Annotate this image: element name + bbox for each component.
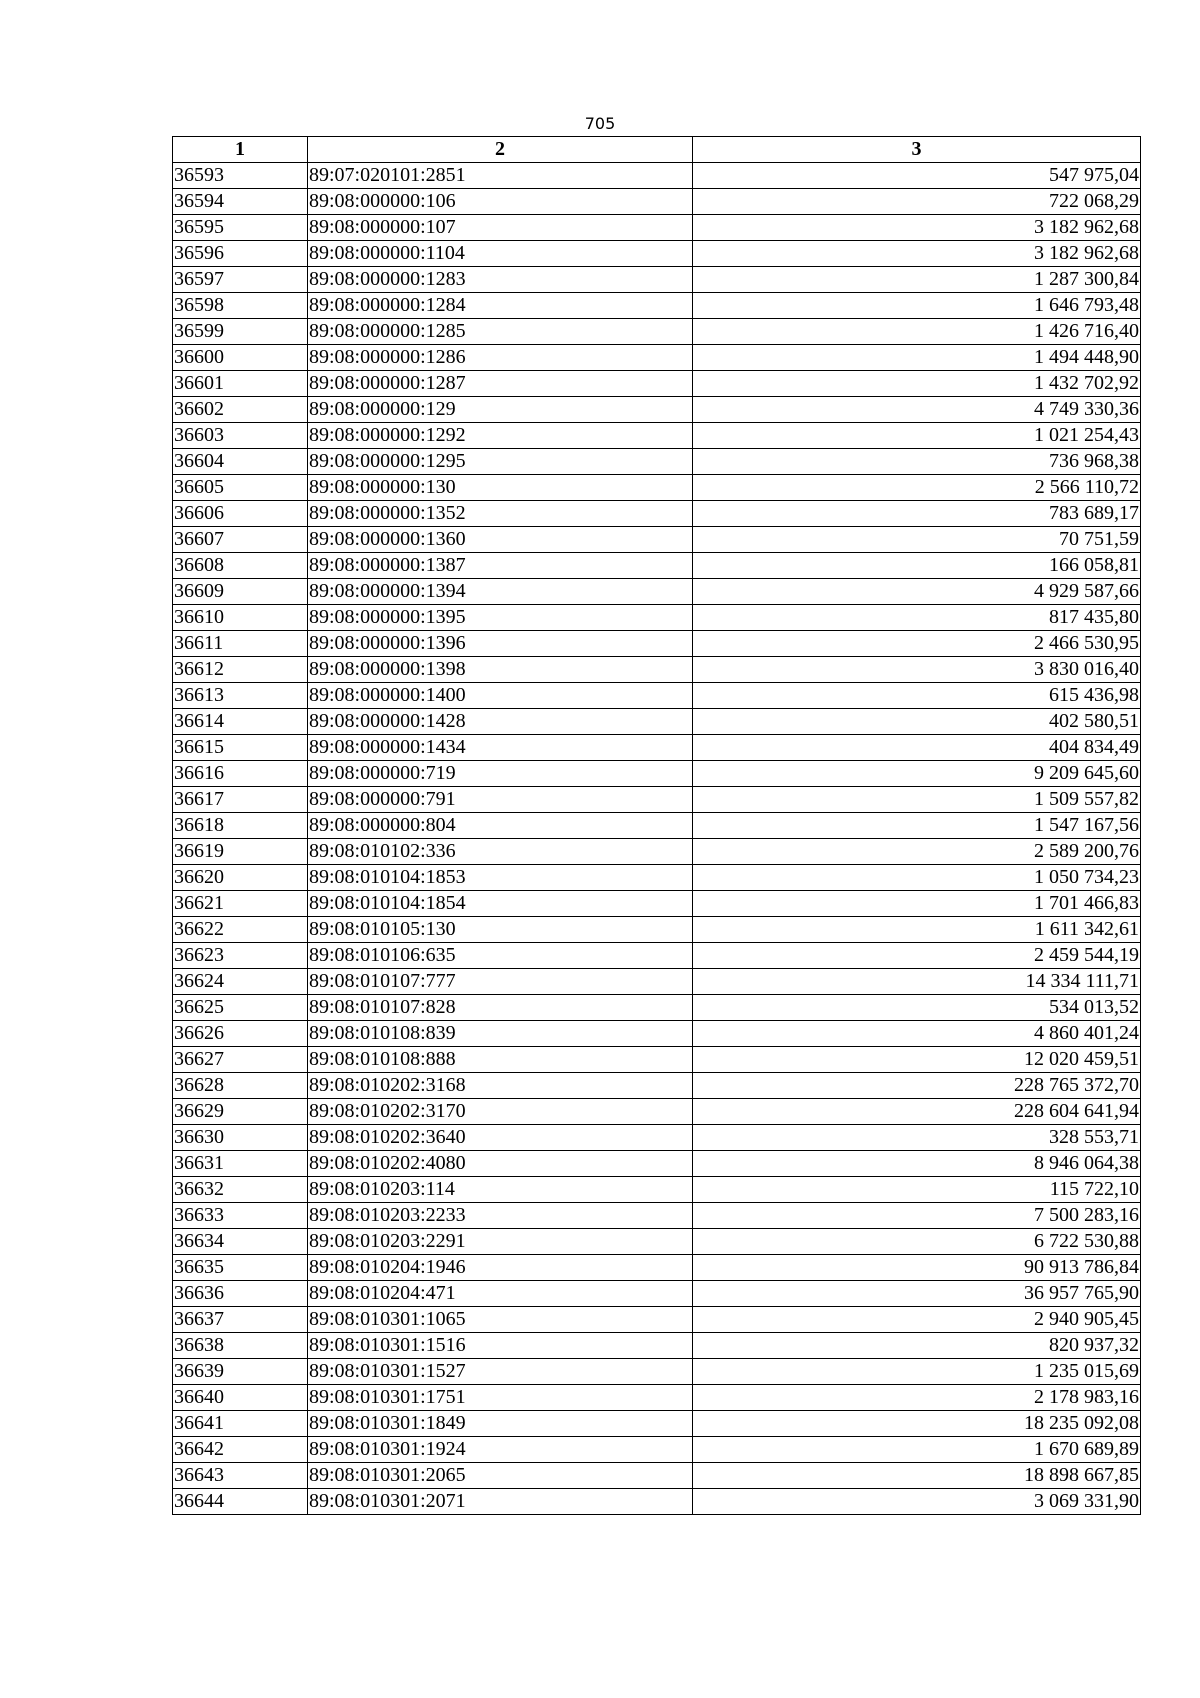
cadastral-number-cell: 89:08:000000:1286 — [308, 345, 693, 371]
value-cell: 7 500 283,16 — [693, 1203, 1141, 1229]
table-row — [173, 371, 1141, 397]
value-cell: 547 975,04 — [693, 163, 1141, 189]
row-number-cell: 36642 — [173, 1437, 308, 1463]
row-number-cell: 36601 — [173, 371, 308, 397]
table-row — [173, 761, 1141, 787]
cadastral-number-cell: 89:08:000000:1360 — [308, 527, 693, 553]
row-number-cell: 36633 — [173, 1203, 308, 1229]
table-row — [173, 917, 1141, 943]
table-row — [173, 1203, 1141, 1229]
cadastral-number-cell: 89:08:010104:1854 — [308, 891, 693, 917]
value-cell: 166 058,81 — [693, 553, 1141, 579]
table-row — [173, 1021, 1141, 1047]
value-cell: 402 580,51 — [693, 709, 1141, 735]
value-cell: 3 182 962,68 — [693, 241, 1141, 267]
value-cell: 12 020 459,51 — [693, 1047, 1141, 1073]
cadastral-number-cell: 89:08:010301:2071 — [308, 1489, 693, 1515]
row-number-cell: 36598 — [173, 293, 308, 319]
table-row — [173, 865, 1141, 891]
table-row — [173, 1151, 1141, 1177]
table-row — [173, 423, 1141, 449]
row-number-cell: 36594 — [173, 189, 308, 215]
cadastral-number-cell: 89:08:000000:1292 — [308, 423, 693, 449]
row-number-cell: 36632 — [173, 1177, 308, 1203]
value-cell: 1 494 448,90 — [693, 345, 1141, 371]
value-cell: 90 913 786,84 — [693, 1255, 1141, 1281]
table-row — [173, 449, 1141, 475]
table-row — [173, 475, 1141, 501]
cadastral-number-cell: 89:08:010301:1924 — [308, 1437, 693, 1463]
value-cell: 328 553,71 — [693, 1125, 1141, 1151]
value-cell: 6 722 530,88 — [693, 1229, 1141, 1255]
cadastral-number-cell: 89:08:000000:107 — [308, 215, 693, 241]
table-row — [173, 1281, 1141, 1307]
cadastral-number-cell: 89:08:010106:635 — [308, 943, 693, 969]
row-number-cell: 36603 — [173, 423, 308, 449]
table-row — [173, 839, 1141, 865]
table-row — [173, 1385, 1141, 1411]
table-row — [173, 1437, 1141, 1463]
row-number-cell: 36611 — [173, 631, 308, 657]
value-cell: 18 898 667,85 — [693, 1463, 1141, 1489]
row-number-cell: 36639 — [173, 1359, 308, 1385]
column-header-3: 3 — [693, 137, 1141, 163]
cadastral-number-cell: 89:08:010104:1853 — [308, 865, 693, 891]
cadastral-number-cell: 89:08:010105:130 — [308, 917, 693, 943]
cadastral-number-cell: 89:08:000000:1283 — [308, 267, 693, 293]
table-row — [173, 1489, 1141, 1515]
cadastral-number-cell: 89:08:010204:1946 — [308, 1255, 693, 1281]
cadastral-number-cell: 89:08:000000:106 — [308, 189, 693, 215]
table-row — [173, 293, 1141, 319]
table-row — [173, 527, 1141, 553]
value-cell: 3 182 962,68 — [693, 215, 1141, 241]
cadastral-number-cell: 89:08:000000:1394 — [308, 579, 693, 605]
row-number-cell: 36612 — [173, 657, 308, 683]
cadastral-number-cell: 89:08:010202:3640 — [308, 1125, 693, 1151]
table-row — [173, 631, 1141, 657]
cadastral-number-cell: 89:08:010204:471 — [308, 1281, 693, 1307]
table-row — [173, 215, 1141, 241]
value-cell: 1 701 466,83 — [693, 891, 1141, 917]
value-cell: 3 830 016,40 — [693, 657, 1141, 683]
table-row — [173, 709, 1141, 735]
row-number-cell: 36600 — [173, 345, 308, 371]
table-row — [173, 1047, 1141, 1073]
row-number-cell: 36596 — [173, 241, 308, 267]
cadastral-number-cell: 89:08:010108:839 — [308, 1021, 693, 1047]
cadastral-number-cell: 89:08:010108:888 — [308, 1047, 693, 1073]
cadastral-number-cell: 89:08:010203:2291 — [308, 1229, 693, 1255]
row-number-cell: 36599 — [173, 319, 308, 345]
value-cell: 1 670 689,89 — [693, 1437, 1141, 1463]
cadastral-number-cell: 89:08:000000:130 — [308, 475, 693, 501]
row-number-cell: 36610 — [173, 605, 308, 631]
row-number-cell: 36621 — [173, 891, 308, 917]
table-row — [173, 1307, 1141, 1333]
table-row — [173, 1073, 1141, 1099]
cadastral-number-cell: 89:08:010107:777 — [308, 969, 693, 995]
table-row — [173, 1177, 1141, 1203]
value-cell: 1 646 793,48 — [693, 293, 1141, 319]
table-row — [173, 189, 1141, 215]
cadastral-number-cell: 89:08:000000:129 — [308, 397, 693, 423]
row-number-cell: 36608 — [173, 553, 308, 579]
row-number-cell: 36597 — [173, 267, 308, 293]
row-number-cell: 36614 — [173, 709, 308, 735]
table-row — [173, 1255, 1141, 1281]
value-cell: 1 287 300,84 — [693, 267, 1141, 293]
cadastral-number-cell: 89:08:000000:1396 — [308, 631, 693, 657]
row-number-cell: 36644 — [173, 1489, 308, 1515]
value-cell: 1 547 167,56 — [693, 813, 1141, 839]
cadastral-number-cell: 89:08:000000:1295 — [308, 449, 693, 475]
value-cell: 404 834,49 — [693, 735, 1141, 761]
row-number-cell: 36595 — [173, 215, 308, 241]
row-number-cell: 36604 — [173, 449, 308, 475]
row-number-cell: 36634 — [173, 1229, 308, 1255]
table-row — [173, 163, 1141, 189]
table-row — [173, 813, 1141, 839]
cadastral-number-cell: 89:08:000000:1428 — [308, 709, 693, 735]
row-number-cell: 36641 — [173, 1411, 308, 1437]
table-row — [173, 267, 1141, 293]
cadastral-number-cell: 89:08:010301:1516 — [308, 1333, 693, 1359]
cadastral-number-cell: 89:08:000000:804 — [308, 813, 693, 839]
cadastral-number-cell: 89:08:000000:791 — [308, 787, 693, 813]
table-row — [173, 1125, 1141, 1151]
cadastral-number-cell: 89:08:010301:1849 — [308, 1411, 693, 1437]
value-cell: 18 235 092,08 — [693, 1411, 1141, 1437]
cadastral-number-cell: 89:08:010301:2065 — [308, 1463, 693, 1489]
table-row — [173, 501, 1141, 527]
cadastral-number-cell: 89:08:010202:3168 — [308, 1073, 693, 1099]
value-cell: 1 611 342,61 — [693, 917, 1141, 943]
cadastral-number-cell: 89:08:010202:4080 — [308, 1151, 693, 1177]
value-cell: 9 209 645,60 — [693, 761, 1141, 787]
value-cell: 3 069 331,90 — [693, 1489, 1141, 1515]
cadastral-number-cell: 89:08:010107:828 — [308, 995, 693, 1021]
value-cell: 722 068,29 — [693, 189, 1141, 215]
cadastral-number-cell: 89:08:000000:1104 — [308, 241, 693, 267]
cadastral-number-cell: 89:08:000000:1285 — [308, 319, 693, 345]
data-table — [172, 136, 1141, 1515]
table-row — [173, 241, 1141, 267]
value-cell: 228 604 641,94 — [693, 1099, 1141, 1125]
value-cell: 817 435,80 — [693, 605, 1141, 631]
table-row — [173, 319, 1141, 345]
cadastral-number-cell: 89:08:010102:336 — [308, 839, 693, 865]
table-row — [173, 891, 1141, 917]
row-number-cell: 36637 — [173, 1307, 308, 1333]
table-row — [173, 1359, 1141, 1385]
column-header-2: 2 — [308, 137, 693, 163]
page-number: 705 — [584, 114, 616, 133]
row-number-cell: 36619 — [173, 839, 308, 865]
row-number-cell: 36635 — [173, 1255, 308, 1281]
table-row — [173, 683, 1141, 709]
row-number-cell: 36630 — [173, 1125, 308, 1151]
value-cell: 1 426 716,40 — [693, 319, 1141, 345]
value-cell: 1 021 254,43 — [693, 423, 1141, 449]
table-row — [173, 605, 1141, 631]
table-row — [173, 1411, 1141, 1437]
value-cell: 783 689,17 — [693, 501, 1141, 527]
row-number-cell: 36625 — [173, 995, 308, 1021]
table-row — [173, 995, 1141, 1021]
row-number-cell: 36624 — [173, 969, 308, 995]
value-cell: 2 459 544,19 — [693, 943, 1141, 969]
cadastral-number-cell: 89:08:010301:1065 — [308, 1307, 693, 1333]
table-row — [173, 735, 1141, 761]
value-cell: 115 722,10 — [693, 1177, 1141, 1203]
value-cell: 14 334 111,71 — [693, 969, 1141, 995]
row-number-cell: 36607 — [173, 527, 308, 553]
row-number-cell: 36606 — [173, 501, 308, 527]
row-number-cell: 36617 — [173, 787, 308, 813]
value-cell: 8 946 064,38 — [693, 1151, 1141, 1177]
cadastral-number-cell: 89:08:010202:3170 — [308, 1099, 693, 1125]
row-number-cell: 36623 — [173, 943, 308, 969]
value-cell: 4 929 587,66 — [693, 579, 1141, 605]
row-number-cell: 36613 — [173, 683, 308, 709]
value-cell: 2 566 110,72 — [693, 475, 1141, 501]
cadastral-number-cell: 89:08:000000:1434 — [308, 735, 693, 761]
row-number-cell: 36605 — [173, 475, 308, 501]
value-cell: 228 765 372,70 — [693, 1073, 1141, 1099]
row-number-cell: 36627 — [173, 1047, 308, 1073]
value-cell: 1 509 557,82 — [693, 787, 1141, 813]
table-row — [173, 1099, 1141, 1125]
row-number-cell: 36626 — [173, 1021, 308, 1047]
value-cell: 2 178 983,16 — [693, 1385, 1141, 1411]
row-number-cell: 36628 — [173, 1073, 308, 1099]
cadastral-number-cell: 89:08:000000:1287 — [308, 371, 693, 397]
table-header-row — [173, 137, 1141, 163]
table-row — [173, 969, 1141, 995]
value-cell: 534 013,52 — [693, 995, 1141, 1021]
row-number-cell: 36638 — [173, 1333, 308, 1359]
table-row — [173, 397, 1141, 423]
value-cell: 36 957 765,90 — [693, 1281, 1141, 1307]
table-row — [173, 943, 1141, 969]
row-number-cell: 36622 — [173, 917, 308, 943]
column-header-1: 1 — [173, 137, 308, 163]
row-number-cell: 36640 — [173, 1385, 308, 1411]
row-number-cell: 36636 — [173, 1281, 308, 1307]
row-number-cell: 36631 — [173, 1151, 308, 1177]
row-number-cell: 36629 — [173, 1099, 308, 1125]
cadastral-number-cell: 89:08:010203:2233 — [308, 1203, 693, 1229]
value-cell: 615 436,98 — [693, 683, 1141, 709]
cadastral-number-cell: 89:08:000000:1400 — [308, 683, 693, 709]
row-number-cell: 36602 — [173, 397, 308, 423]
row-number-cell: 36618 — [173, 813, 308, 839]
cadastral-number-cell: 89:08:000000:1352 — [308, 501, 693, 527]
value-cell: 4 860 401,24 — [693, 1021, 1141, 1047]
row-number-cell: 36643 — [173, 1463, 308, 1489]
table-body — [173, 163, 1141, 1515]
cadastral-number-cell: 89:08:000000:719 — [308, 761, 693, 787]
value-cell: 1 235 015,69 — [693, 1359, 1141, 1385]
value-cell: 2 940 905,45 — [693, 1307, 1141, 1333]
value-cell: 2 589 200,76 — [693, 839, 1141, 865]
table-row — [173, 1463, 1141, 1489]
value-cell: 1 432 702,92 — [693, 371, 1141, 397]
cadastral-number-cell: 89:08:000000:1398 — [308, 657, 693, 683]
cadastral-number-cell: 89:08:010301:1527 — [308, 1359, 693, 1385]
cadastral-number-cell: 89:07:020101:2851 — [308, 163, 693, 189]
table-row — [173, 345, 1141, 371]
row-number-cell: 36616 — [173, 761, 308, 787]
table-row — [173, 657, 1141, 683]
cadastral-number-cell: 89:08:000000:1387 — [308, 553, 693, 579]
row-number-cell: 36593 — [173, 163, 308, 189]
value-cell: 736 968,38 — [693, 449, 1141, 475]
row-number-cell: 36620 — [173, 865, 308, 891]
table-row — [173, 1229, 1141, 1255]
cadastral-number-cell: 89:08:000000:1395 — [308, 605, 693, 631]
cadastral-number-cell: 89:08:010301:1751 — [308, 1385, 693, 1411]
row-number-cell: 36609 — [173, 579, 308, 605]
value-cell: 2 466 530,95 — [693, 631, 1141, 657]
value-cell: 820 937,32 — [693, 1333, 1141, 1359]
row-number-cell: 36615 — [173, 735, 308, 761]
cadastral-number-cell: 89:08:010203:114 — [308, 1177, 693, 1203]
value-cell: 70 751,59 — [693, 527, 1141, 553]
table-row — [173, 1333, 1141, 1359]
table-row — [173, 553, 1141, 579]
value-cell: 4 749 330,36 — [693, 397, 1141, 423]
cadastral-number-cell: 89:08:000000:1284 — [308, 293, 693, 319]
table-row — [173, 787, 1141, 813]
value-cell: 1 050 734,23 — [693, 865, 1141, 891]
table-row — [173, 579, 1141, 605]
